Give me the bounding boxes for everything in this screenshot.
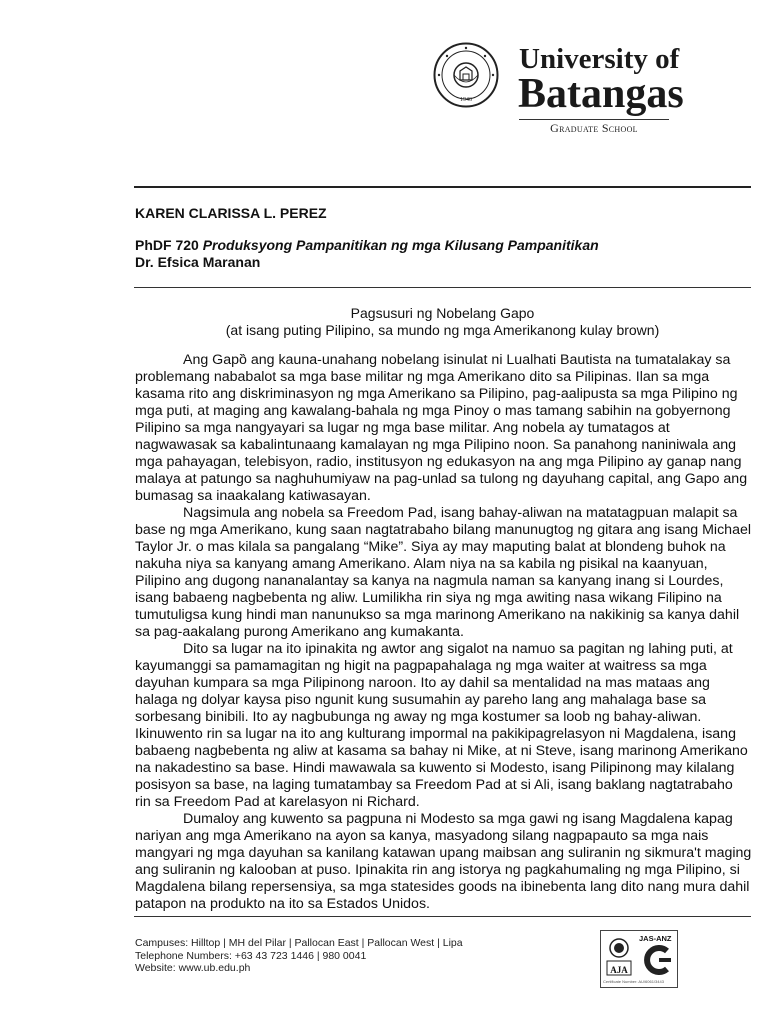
author-name: KAREN CLARISSA L. PEREZ: [135, 205, 327, 221]
essay-body: [135, 352, 752, 913]
university-logo: [433, 42, 684, 137]
essay-paragraph: Nagsimula ang nobela sa Freedom Pad, isang bahay-aliwan na matatagpuan malapit sa base ng mga Amerikano, kung saan nagtatrabaho bilang manunugtog ng gitara ang isang Michael Taylor Jr. o mas kilala sa pangalang “Mike”. Siya ay may maputing balat at blondeng buhok na nakuha niya sa kanyang amang Amerikano. Alam niya na sa kabila ng pisikal na kaanyuan, Pilipino ang dugong nananalantay sa kanya na nagmula naman sa kanyang inang si Lourdes, isang babaeng nagbebenta ng aliw. Lumilikha rin siya ng mga awiting nasa wikang Filipino na tumutuligsa kung hindi man nanunukso sa mga marinong Amerikano na nakikinig sa kanya dahil sa pag-aakalang purong Amerikano ang kumakanta.: [135, 505, 752, 640]
aja-label: AJA: [610, 965, 628, 975]
university-name-line2: Batangas: [518, 71, 684, 117]
essay-heading: [134, 305, 751, 339]
essay-subtitle: (at isang puting Pilipino, sa mundo ng mga Amerikanong kulay brown): [225, 322, 660, 338]
footer-contact: [135, 937, 463, 975]
course-code: PhDF 720: [135, 237, 199, 253]
seal-year: 1946: [460, 97, 472, 103]
essay-paragraph: Dumaloy ang kuwento sa pagpuna ni Modesto sa mga gawi ng isang Magdalena kapag nariyan ang mga Amerikano na ayon sa kanya, masyadong silang nagpapauto sa mga nais mangyari ng mga dayuhan sa kanilang katawan upang maibsan ang suliranin ng sikmura't maging ang suliranin ng kalooban at puso. Ipinakita rin ang istorya ng pagkahumaling ng mga Pilipino, si Magdalena bilang repersensiya, sa mga statesides goods na ibinebenta lang dito nang mura dahil patapon na produkto na ito sa Estados Unidos.: [135, 811, 752, 912]
instructor-name: Dr. Efsica Maranan: [135, 254, 261, 270]
header-divider: [134, 186, 751, 188]
certificate-number: Certificate Number: AU/6061/3443: [603, 979, 664, 984]
certification-badge: [600, 930, 678, 988]
course-info: [135, 237, 599, 271]
university-seal-icon: [433, 42, 499, 108]
footer-telephone: Telephone Numbers: +63 43 723 1446 | 980 0041: [135, 949, 367, 962]
course-title: Produksyong Pampanitikan ng mga Kilusang Pampanitikan: [202, 237, 599, 253]
course-divider: [134, 287, 751, 288]
logo-divider: [519, 119, 669, 120]
footer-website[interactable]: Website: www.ub.edu.ph: [135, 962, 251, 974]
essay-title: Pagsusuri ng Nobelang Gapo: [350, 305, 535, 321]
footer-divider: [134, 916, 751, 917]
footer-campuses: Campuses: Hilltop | MH del Pilar | Pallocan East | Pallocan West | Lipa: [135, 937, 463, 949]
jas-anz-label: JAS-ANZ: [639, 934, 672, 943]
essay-paragraph: Ang Gapȍ ang kauna-unahang nobelang isinulat ni Lualhati Bautista na tumatalakay sa problemang nababalot sa mga base militar ng mga Amerikano dito sa Pilipinas. Ilan sa mga kasama rito ang diskriminasyon ng mga Amerikano sa Pilipino, pag-aalipusta sa mga Pilipino ng mga puti, at maging ang kawalang-bahala ng mga Pinoy o mas tamang sabihin na gobyernong Pilipino sa mga nangyayari sa lugar ng mga base militar. Ang nobela ay tumatagos at nagwawasak sa kabalintunaang kamalayan ng mga Pilipino noon. Sa panahong naniniwala ang mga pahayagan, telebisyon, radio, institusyon ng edukasyon na ang mga Pilipino ay ganap nang malaya at patungo sa naghuhumiyaw na pag-unlad sa tulong ng dayuhang capital, ang Gapo ang bumasag sa inaakalang katiwasayan.: [135, 352, 748, 504]
graduate-school-label: Graduate School: [550, 121, 638, 135]
essay-paragraph: Dito sa lugar na ito ipinakita ng awtor ang sigalot na namuo sa pagitan ng lahing puti, at kayumanggi sa pamamagitan ng higit na pagpapahalaga ng mga waiter at waitress sa mga dayuhan kumpara sa mga Pilipinong naroon. Ito ay dahil sa mentalidad na mas mataas ang halaga ng dolyar kaysa piso ngunit kung susumahin ay pareho lang ang mahalaga base sa sorbesang binibili. Ito ay nagbubunga ng away ng mga kostumer sa loob ng bahay-aliwan. Ikinuwento rin sa lugar na ito ang kulturang impormal na pakikipagrelasyon ni Magdalena, isang babaeng nagbebenta ng aliw at kasama sa bahay ni Mike, at ni Steve, isang marinong Amerikano na nakadestino sa base. Hindi mawawala sa kuwento si Modesto, isang Pilipinong may kilalang posisyon sa base, na laging tumatambay sa Freedom Pad at si Ali, isang baklang nagtatrabaho rin sa Freedom Pad at karelasyon ni Richard.: [135, 641, 748, 810]
jas-anz-logo-icon: [641, 945, 673, 975]
university-name-line1: University of: [519, 43, 680, 75]
